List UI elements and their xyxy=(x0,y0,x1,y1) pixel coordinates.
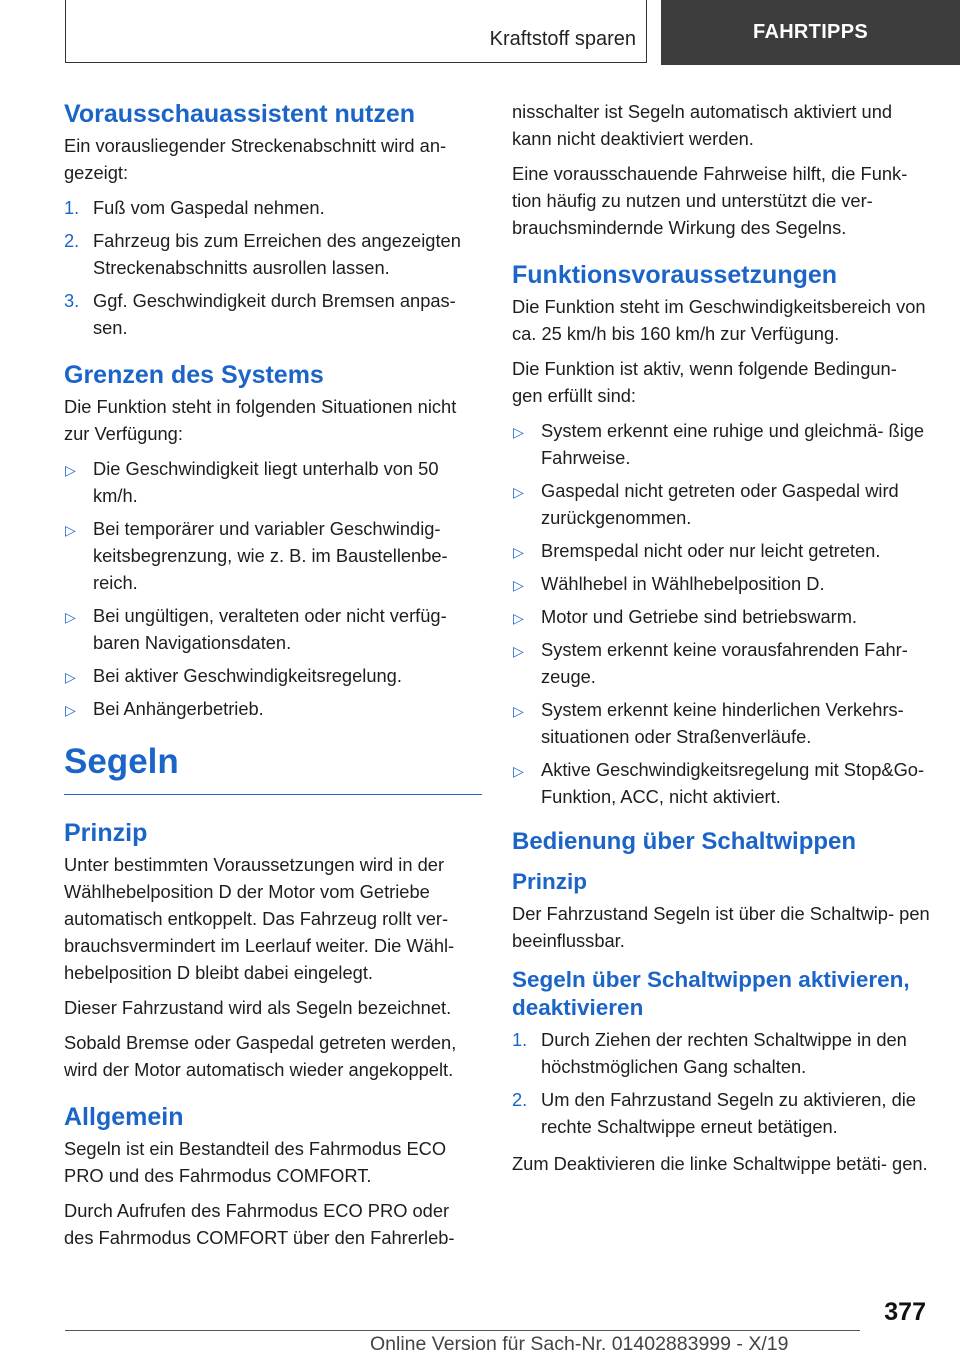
triangle-bullet-icon: ▷ xyxy=(65,609,76,625)
item-text: Die Geschwindigkeit liegt unterhalb von 50 km/h. xyxy=(93,458,439,506)
step-number: 2. xyxy=(64,230,80,251)
page-number: 377 xyxy=(884,1298,926,1326)
section-segeln xyxy=(64,740,482,795)
triangle-bullet-icon: ▷ xyxy=(65,669,76,685)
item-text: System erkennt eine ruhige und gleichmä- ßige Fahrweise. xyxy=(541,420,925,468)
paragraph: Zum Deaktivieren die linke Schaltwippe betäti- gen. xyxy=(512,1153,928,1174)
list-funktion xyxy=(512,417,930,810)
step-text: Fuß vom Gaspedal nehmen. xyxy=(93,197,325,218)
steps-aktivieren xyxy=(512,1026,930,1140)
triangle-bullet-icon: ▷ xyxy=(513,610,524,626)
step-number: 2. xyxy=(512,1089,528,1110)
step-number: 1. xyxy=(64,197,80,218)
heading-funktionsvoraussetzungen: Funktionsvoraussetzungen xyxy=(512,261,838,289)
list-item xyxy=(512,756,930,810)
header-chapter-tab: FAHRTIPPS xyxy=(661,0,960,65)
list-item xyxy=(512,1086,930,1140)
list-item xyxy=(64,194,482,221)
heading-vorausschauassistent: Vorausschauassistent nutzen xyxy=(64,100,416,128)
item-text: Bremspedal nicht oder nur leicht getreten. xyxy=(541,540,881,561)
paragraph: Der Fahrzustand Segeln ist über die Schaltwip- pen beeinflussbar. xyxy=(512,903,930,951)
paragraph: Die Funktion ist aktiv, wenn folgende Bedingun- gen erfüllt sind: xyxy=(512,358,897,406)
list-item xyxy=(64,515,482,596)
item-text: Aktive Geschwindigkeitsregelung mit Stop&Go-Funktion, ACC, nicht aktiviert. xyxy=(541,759,925,807)
triangle-bullet-icon: ▷ xyxy=(513,643,524,659)
paragraph: Unter bestimmten Voraussetzungen wird in der Wählhebelposition D der Motor vom Getriebe automatisch entkoppelt. Das Fahrzeug rollt ver- brauchsvermindert im Leerlauf weiter. Die Wähl- hebelposition D bleibt dabei eingelegt. xyxy=(64,854,455,983)
paragraph: Die Funktion steht im Geschwindigkeitsbereich von ca. 25 km/h bis 160 km/h zur Verfügung. xyxy=(512,296,926,344)
triangle-bullet-icon: ▷ xyxy=(65,522,76,538)
list-grenzen xyxy=(64,455,482,722)
triangle-bullet-icon: ▷ xyxy=(513,484,524,500)
item-text: Bei aktiver Geschwindigkeitsregelung. xyxy=(93,665,402,686)
list-item xyxy=(512,1026,930,1080)
item-text: Wählhebel in Wählhebelposition D. xyxy=(541,573,825,594)
item-text: Gaspedal nicht getreten oder Gaspedal wird zurückgenommen. xyxy=(541,480,899,528)
list-item xyxy=(512,417,930,471)
right-column xyxy=(512,98,930,1185)
heading-bedienung: Bedienung über Schaltwippen xyxy=(512,828,857,855)
header-section-title: Kraftstoff sparen xyxy=(489,28,636,50)
heading-segeln-aktivieren: Segeln über Schaltwippen aktivieren, deaktivieren xyxy=(512,967,910,1020)
item-text: Motor und Getriebe sind betriebswarm. xyxy=(541,606,858,627)
paragraph: Die Funktion steht in folgenden Situationen nicht zur Verfügung: xyxy=(64,396,457,444)
heading-segeln: Segeln xyxy=(64,742,179,781)
item-text: Bei temporärer und variabler Geschwindig- keitsbegrenzung, wie z. B. im Baustellenbe- reich. xyxy=(93,518,448,593)
triangle-bullet-icon: ▷ xyxy=(513,577,524,593)
list-item xyxy=(512,477,930,531)
page-header xyxy=(0,0,960,66)
list-item xyxy=(512,696,930,750)
list-item xyxy=(512,570,930,597)
triangle-bullet-icon: ▷ xyxy=(65,702,76,718)
paragraph: Dieser Fahrzustand wird als Segeln bezeichnet. xyxy=(64,997,452,1018)
paragraph: Durch Aufrufen des Fahrmodus ECO PRO oder des Fahrmodus COMFORT über den Fahrerleb- xyxy=(64,1200,455,1248)
list-item xyxy=(64,455,482,509)
list-item xyxy=(512,636,930,690)
footer-online-version: Online Version für Sach-Nr. 01402883999 - X/19 xyxy=(370,1333,789,1355)
item-text: Bei Anhängerbetrieb. xyxy=(93,698,264,719)
paragraph: nisschalter ist Segeln automatisch aktiviert und kann nicht deaktiviert werden. xyxy=(512,101,893,149)
triangle-bullet-icon: ▷ xyxy=(513,424,524,440)
list-item xyxy=(64,695,482,722)
item-text: System erkennt keine hinderlichen Verkehrs- situationen oder Straßenverläufe. xyxy=(541,699,904,747)
item-text: System erkennt keine vorausfahrenden Fahr- zeuge. xyxy=(541,639,908,687)
heading-prinzip: Prinzip xyxy=(64,819,148,847)
triangle-bullet-icon: ▷ xyxy=(513,763,524,779)
steps-vorausschau xyxy=(64,194,482,341)
footer-divider xyxy=(65,1330,860,1331)
step-text: Durch Ziehen der rechten Schaltwippe in den höchstmöglichen Gang schalten. xyxy=(541,1029,907,1077)
list-item xyxy=(64,602,482,656)
triangle-bullet-icon: ▷ xyxy=(513,544,524,560)
list-item xyxy=(64,287,482,341)
heading-prinzip-2: Prinzip xyxy=(512,869,588,894)
heading-allgemein: Allgemein xyxy=(64,1103,184,1131)
left-column xyxy=(64,98,482,1259)
heading-grenzen: Grenzen des Systems xyxy=(64,361,324,389)
paragraph: Segeln ist ein Bestandteil des Fahrmodus ECO PRO und des Fahrmodus COMFORT. xyxy=(64,1138,447,1186)
item-text: Bei ungültigen, veralteten oder nicht verfüg- baren Navigationsdaten. xyxy=(93,605,447,653)
paragraph: Eine vorausschauende Fahrweise hilft, die Funk- tion häufig zu nutzen und unterstützt die ver- brauchsmindernde Wirkung des Segelns. xyxy=(512,163,908,238)
paragraph: Ein vorausliegender Streckenabschnitt wird an- gezeigt: xyxy=(64,135,447,183)
step-text: Ggf. Geschwindigkeit durch Bremsen anpas- sen. xyxy=(93,290,456,338)
list-item xyxy=(64,662,482,689)
step-text: Fahrzeug bis zum Erreichen des angezeigten Streckenabschnitts ausrollen lassen. xyxy=(93,230,461,278)
step-number: 3. xyxy=(64,290,80,311)
step-text: Um den Fahrzustand Segeln zu aktivieren, die rechte Schaltwippe erneut betätigen. xyxy=(541,1089,916,1137)
list-item xyxy=(64,227,482,281)
list-item xyxy=(512,537,930,564)
step-number: 1. xyxy=(512,1029,528,1050)
list-item xyxy=(512,603,930,630)
triangle-bullet-icon: ▷ xyxy=(65,462,76,478)
paragraph: Sobald Bremse oder Gaspedal getreten werden, wird der Motor automatisch wieder angekoppelt. xyxy=(64,1032,457,1080)
triangle-bullet-icon: ▷ xyxy=(513,703,524,719)
